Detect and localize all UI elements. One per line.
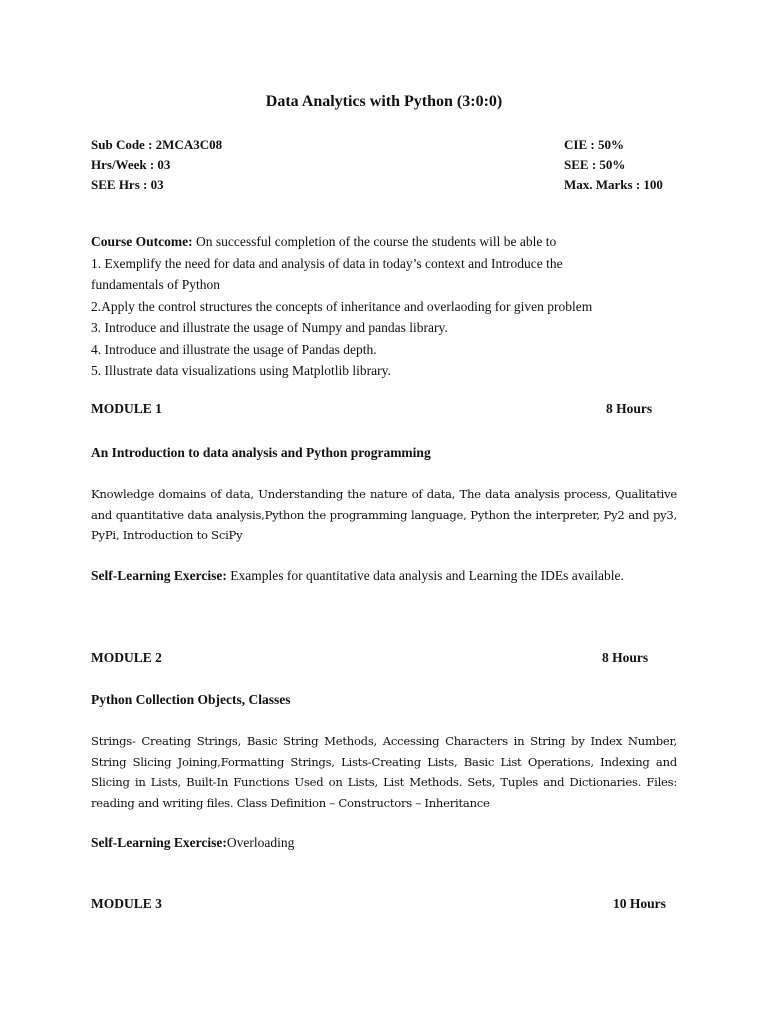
self-learning-label: Self-Learning Exercise: [91,568,227,583]
see-hrs: SEE Hrs : 03 [91,177,164,192]
module-1-content: Knowledge domains of data, Understanding the nature of data, The data analysis process, Qualitative and quantitative data analysis,Python the programming language, Python the interpreter, Py2 and py3, PyPi, Introduction to SciPy [91,487,677,542]
self-learning-label: Self-Learning Exercise: [91,835,227,850]
course-outcome-section [91,231,691,382]
module-2-heading: MODULE 2 [91,650,162,665]
module-1-subheading: An Introduction to data analysis and Python programming [91,445,431,460]
course-outcome-label: Course Outcome: [91,234,193,249]
module-1-hours: 8 Hours [606,401,653,416]
self-learning-text: Examples for quantitative data analysis and Learning the IDEs available. [226,568,624,583]
hrs-per-week: Hrs/Week : 03 [91,157,171,172]
outcome-line: 3. Introduce and illustrate the usage of Numpy and pandas library. [91,320,448,335]
module-1-self-learning [91,565,651,587]
module-3-heading: MODULE 3 [91,896,162,911]
module-2-content: Strings- Creating Strings, Basic String Methods, Accessing Characters in String by Index Number, String Slicing Joining,Formatting Strings, Lists-Creating Lists, Basic List Operations, Indexing and Slicing in Lists, Built-In Functions Used on Lists, List Methods. Sets, Tuples and Dictionaries. Files: reading and writing files. Class Definition – Constructors – Inheritance [91,734,677,810]
course-meta-right [564,135,663,195]
outcome-line: 2.Apply the control structures the concepts of inheritance and overlaoding for given problem [91,298,593,314]
max-marks: Max. Marks : 100 [564,177,663,192]
outcome-line: 5. Illustrate data visualizations using Matplotlib library. [91,363,391,378]
cie-weight: CIE : 50% [564,137,624,152]
outcome-line: fundamentals of Python [91,277,220,292]
outcome-line: 1. Exemplify the need for data and analysis of data in today’s context and Introduce the [91,255,563,271]
see-weight: SEE : 50% [564,157,626,172]
course-outcome-intro [91,231,691,253]
course-outcome-intro-text: On successful completion of the course the students will be able to [192,234,557,249]
course-meta-left [91,135,222,195]
outcome-line: 4. Introduce and illustrate the usage of Pandas depth. [91,341,377,357]
document-title: Data Analytics with Python (3:0:0) [265,93,503,110]
module-2-hours: 8 Hours [602,650,649,665]
module-2-subheading: Python Collection Objects, Classes [91,692,291,707]
self-learning-text: Overloading [226,835,295,850]
module-1-heading: MODULE 1 [91,401,162,416]
sub-code: Sub Code : 2MCA3C08 [91,137,223,152]
module-2-self-learning [91,832,651,854]
module-3-hours: 10 Hours [613,896,666,911]
